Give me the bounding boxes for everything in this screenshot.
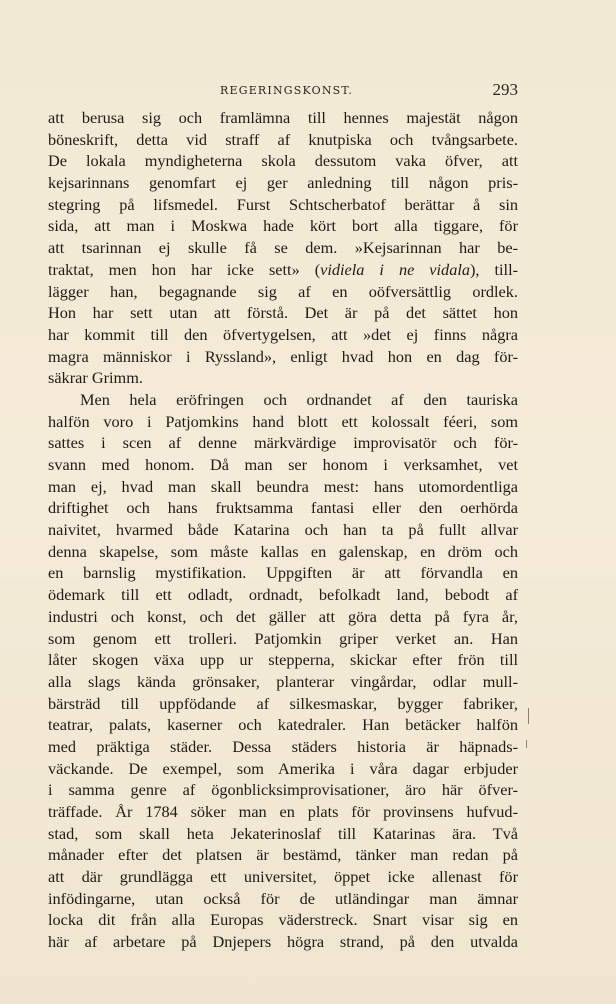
text-line: här af arbetare på Dnjepers högra strand, på den utvalda <box>48 932 518 952</box>
text-line: har kommit till den öfvertygelsen, att »det ej finns några <box>48 324 518 344</box>
text-line: väckande. De exempel, som Amerika i våra dagar erbjuder <box>48 758 518 778</box>
text-line: en barnslig mystifikation. Uppgiften är att förvandla en <box>48 563 518 583</box>
text-line: som genom ett trolleri. Patjomkin griper verket an. Han <box>48 628 518 648</box>
page-number: 293 <box>492 80 518 99</box>
text-line: att där grundlägga ett universitet, öppet icke allenast för <box>48 867 518 887</box>
margin-mark <box>528 708 529 724</box>
margin-mark <box>526 740 527 748</box>
text-line: infödingarne, utan också för de utländingar man ämnar <box>48 888 518 908</box>
text-line: stad, som skall heta Jekaterinoslaf till Katarinas ära. Två <box>48 823 518 843</box>
text-line: sida, att man i Moskwa hade kört bort alla tiggare, för <box>48 216 518 236</box>
text-line: man ej, hvad man skall beundra mest: hans utomordentliga <box>48 476 518 496</box>
text-line: magra människor i Ryssland», enligt hvad hon en dag för- <box>48 346 518 366</box>
text-line: svann med honom. Då man ser honom i verksamhet, vet <box>48 455 518 474</box>
running-head: REGERINGSKONST. <box>220 84 354 97</box>
text-line: De lokala myndigheterna skola dessutom vaka öfver, att <box>48 151 518 171</box>
text-line: ödemark till ett odladt, ordnadt, befolkadt land, bebodt af <box>48 585 518 605</box>
text-line: låter skogen växa upp ur stepperna, skickar efter frön till <box>48 650 518 670</box>
text-line: Men hela eröfringen och ordnandet af den tauriska <box>80 389 518 409</box>
text-line: månader efter det platsen är bestämd, tänker man redan på <box>48 845 518 865</box>
text-line: stegring på lifsmedel. Furst Schtscherbatof berättar å sin <box>48 194 518 214</box>
text-line: teatrar, palats, kaserner och katedraler. Han betäcker halfön <box>48 715 518 735</box>
body-text <box>48 107 518 953</box>
text-line: sattes i scen af denne märkvärdige improvisatör och för- <box>48 433 518 453</box>
text-line: böneskrift, detta vid straff af knutpiska och tvångsarbete. <box>48 129 518 149</box>
text-line: denna skapelse, som måste kallas en galenskap, en dröm och <box>48 541 518 561</box>
text-line: i samma genre af ögonblicksimprovisationer, äro här öfver- <box>48 780 518 800</box>
text-line: traktat, men hon har icke sett» (vidiela i ne vidala), till- <box>48 259 519 279</box>
page-header <box>48 82 518 102</box>
text-line: Hon har sett utan att förstå. Det är på det sättet hon <box>48 303 518 323</box>
text-line: lägger han, begagnande sig af en oöfversättlig ordlek. <box>48 281 518 301</box>
text-line: med präktiga städer. Dessa städers historia är häpnads- <box>48 736 518 756</box>
text-line: driftighet och hans fruktsamma fantasi eller den oerhörda <box>48 498 518 518</box>
text-line: kejsarinnans genomfart ej ger anledning till någon pris- <box>48 173 518 193</box>
text-line: bärsträd till uppfödande af silkesmaskar, bygger fabriker, <box>48 693 518 713</box>
text-line: locka dit från alla Europas väderstreck. Snart visar sig en <box>48 910 518 930</box>
text-line: naivitet, hvarmed både Katarina och han ta på fullt allvar <box>48 520 518 540</box>
italic-phrase: vidiela i ne vidala <box>320 259 471 279</box>
text-line: att tsarinnan ej skulle få se dem. »Kejsarinnan har be- <box>48 238 518 258</box>
text-line: säkrar Grimm. <box>48 368 143 388</box>
text-line: industri och konst, och det gäller att göra detta på fyra år, <box>48 606 518 626</box>
text-line: alla slags kända grönsaker, planterar vingårdar, odlar mull- <box>48 671 518 691</box>
text-line: att berusa sig och framlämna till hennes majestät någon <box>48 108 518 127</box>
text-line: halfön voro i Patjomkins hand blott ett kolossalt féeri, som <box>48 411 518 431</box>
text-line: träffade. År 1784 söker man en plats för provinsens hufvud- <box>48 802 518 821</box>
